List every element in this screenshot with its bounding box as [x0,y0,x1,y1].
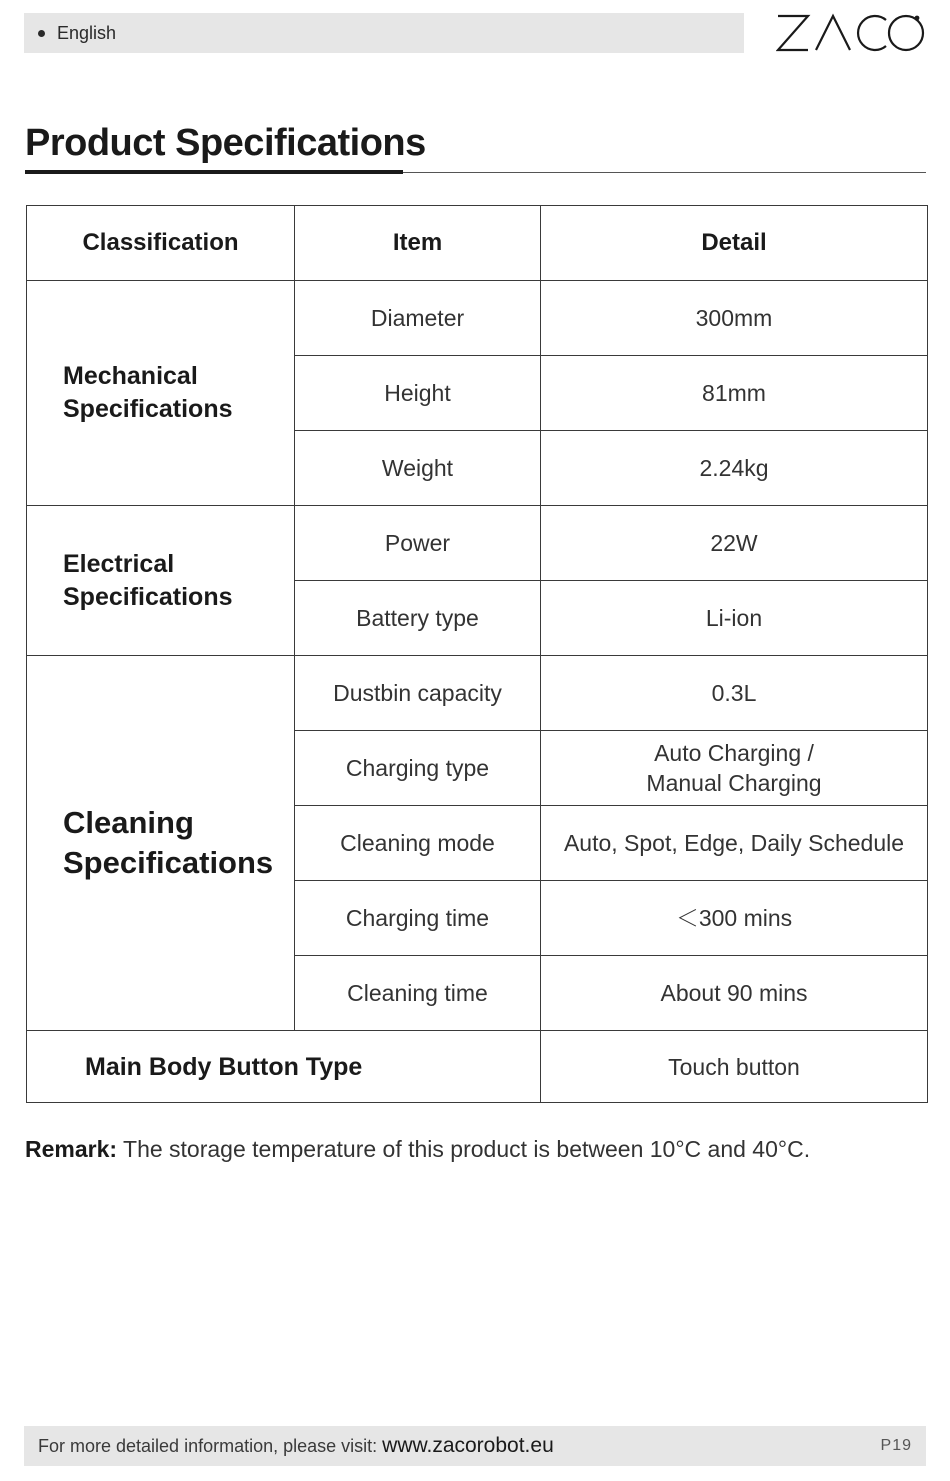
detail-cell: Auto, Spot, Edge, Daily Schedule [541,806,928,881]
spec-table [26,205,928,1103]
detail-cell: About 90 mins [541,956,928,1031]
footer-url[interactable]: www.zacorobot.eu [382,1434,554,1457]
detail-cell: 2.24kg [541,431,928,506]
header-detail: Detail [541,206,928,281]
item-cell: Height [295,356,541,431]
item-cell: Diameter [295,281,541,356]
title-underline [25,170,403,174]
page-number: P19 [880,1437,912,1454]
language-label: English [57,22,117,43]
item-cell: Weight [295,431,541,506]
table-header-row [27,206,928,281]
detail-cell: 0.3L [541,656,928,731]
footer-bar [24,1426,926,1466]
item-cell: Charging type [295,731,541,806]
language-bar [24,13,744,53]
remark-note [25,1136,810,1163]
item-cell: Charging time [295,881,541,956]
remark-text: The storage temperature of this product is between 10°C and 40°C. [117,1136,811,1162]
header-item: Item [295,206,541,281]
detail-cell: Li-ion [541,581,928,656]
table-row-button-type [27,1031,928,1103]
table-row [27,506,928,581]
item-cell: Cleaning time [295,956,541,1031]
detail-cell: ＜300 mins [541,881,928,956]
remark-label: Remark: [25,1136,118,1162]
item-cell: Dustbin capacity [295,656,541,731]
zaco-logo [776,10,926,56]
detail-cell: 81mm [541,356,928,431]
detail-cell: 22W [541,506,928,581]
button-type-detail: Touch button [541,1031,928,1103]
table-row [27,281,928,356]
footer-info [38,1434,554,1458]
item-cell: Cleaning mode [295,806,541,881]
page-title: Product Specifications [25,122,426,164]
group-cleaning: Cleaning Specifications [27,656,295,1031]
detail-cell: 300mm [541,281,928,356]
bullet-icon [38,30,45,37]
header-classification: Classification [27,206,295,281]
footer-text: For more detailed information, please visit: [38,1436,383,1456]
item-cell: Power [295,506,541,581]
detail-cell: Auto Charging / Manual Charging [541,731,928,806]
group-mechanical: Mechanical Specifications [27,281,295,506]
table-row [27,656,928,731]
button-type-label: Main Body Button Type [27,1031,541,1103]
item-cell: Battery type [295,581,541,656]
group-electrical: Electrical Specifications [27,506,295,656]
